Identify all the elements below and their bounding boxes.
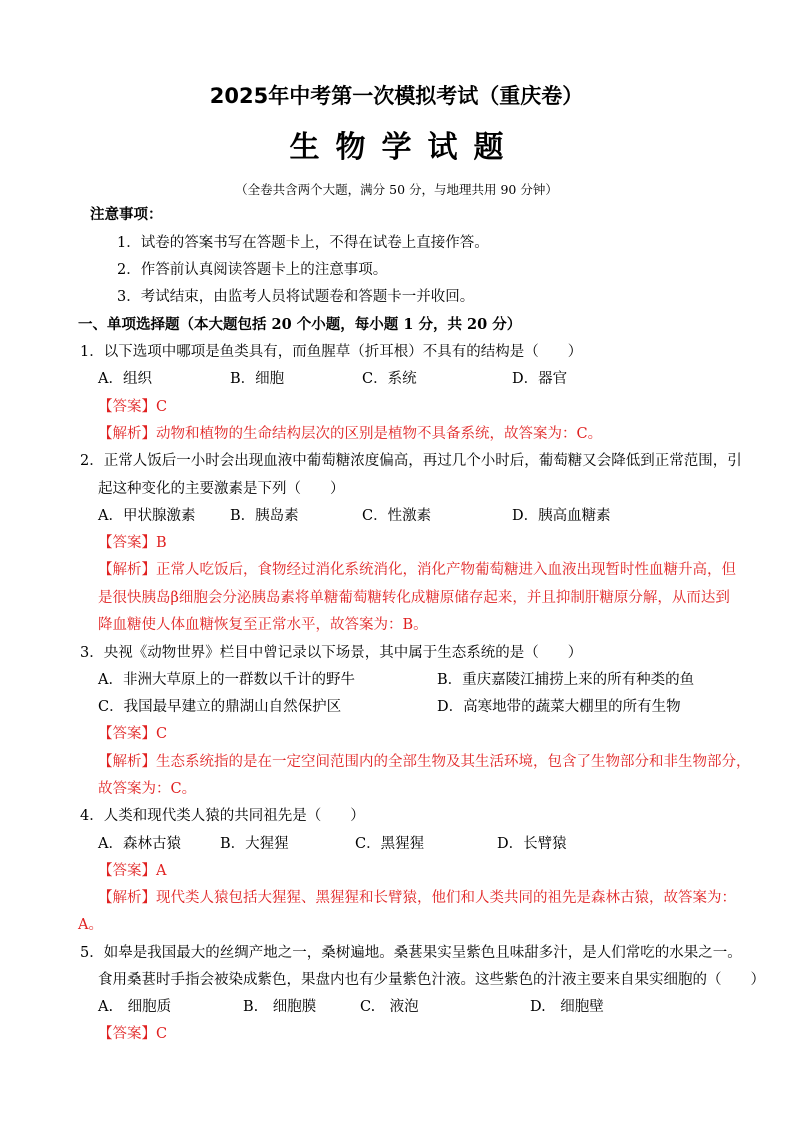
option-c: C．黑猩猩	[355, 836, 425, 852]
explanation-line	[98, 752, 751, 772]
option-c: C. 液泡	[360, 999, 419, 1015]
option-c: C．我国最早建立的鼎湖山自然保护区	[98, 699, 342, 715]
option-d: D．长臂猿	[497, 836, 567, 852]
explanation-label: 【解析】	[98, 890, 156, 906]
explanation-text: 降血糖使人体血糖恢复至正常水平，故答案为：B。	[98, 617, 428, 633]
option-a: A．非洲大草原上的一群数以千计的野牛	[98, 672, 355, 688]
exam-title: 2025年中考第一次模拟考试（重庆卷）	[209, 84, 584, 108]
explanation-text: 生态系统指的是在一定空间范围内的全部生物及其生活环境，包含了生物部分和非生物部分，	[156, 754, 751, 770]
option-d: D. 细胞壁	[530, 999, 604, 1015]
question-stem: 5．如皋是我国最大的丝绸产地之一，桑树遍地。桑葚果实呈紫色且味甜多汁，是人们常吃的水果之一。	[80, 945, 742, 961]
answer-value: B	[156, 535, 167, 551]
option-b: B．重庆嘉陵江捕捞上来的所有种类的鱼	[437, 672, 695, 688]
option-b: B．胰岛素	[230, 508, 299, 524]
explanation-label: 【解析】	[98, 562, 156, 578]
answer-line	[98, 861, 166, 881]
answer-label: 【答案】	[98, 1026, 156, 1042]
answer-value: C	[156, 399, 168, 415]
option-a: A. 细胞质	[98, 999, 172, 1015]
explanation-text: 故答案为：C。	[98, 781, 197, 797]
answer-value: C	[156, 726, 168, 742]
subject-title: 生物学试题	[289, 130, 520, 165]
answer-line	[98, 397, 167, 417]
question-stem: 食用桑葚时手指会被染成紫色，果盘内也有少量紫色汁液。这些紫色的汁液主要来自果实细胞的（ ）	[98, 972, 765, 988]
answer-line	[98, 724, 167, 744]
explanation-text: 现代类人猿包括大猩猩、黑猩猩和长臂猿，他们和人类共同的祖先是森林古猿，故答案为：	[156, 890, 736, 906]
option-c: C．性激素	[362, 508, 432, 524]
answer-label: 【答案】	[98, 535, 156, 551]
answer-line	[98, 533, 167, 553]
answer-value: A	[156, 863, 167, 879]
option-b: B. 细胞膜	[243, 999, 317, 1015]
question-stem: 1．以下选项中哪项是鱼类具有，而鱼腥草（折耳根）不具有的结构是（ ）	[80, 344, 583, 360]
question-stem: 2．正常人饭后一小时会出现血液中葡萄糖浓度偏高，再过几个小时后，葡萄糖又会降低到正常范围，引	[80, 453, 742, 469]
notice-item: 2．作答前认真阅读答题卡上的注意事项。	[117, 262, 388, 278]
option-d: D．器官	[512, 371, 568, 387]
notice-item: 3．考试结束，由监考人员将试题卷和答题卡一并收回。	[117, 289, 475, 305]
explanation-label: 【解析】	[98, 754, 156, 770]
explanation-line	[98, 424, 602, 444]
option-a: A．森林古猿	[98, 836, 181, 852]
option-d: D．高寒地带的蔬菜大棚里的所有生物	[437, 699, 681, 715]
answer-line	[98, 1024, 167, 1044]
option-a: A．组织	[98, 371, 152, 387]
option-a: A．甲状腺激素	[98, 508, 196, 524]
explanation-line	[98, 888, 736, 908]
option-c: C．系统	[362, 371, 417, 387]
question-stem: 4．人类和现代类人猿的共同祖先是（ ）	[80, 808, 365, 824]
explanation-text: 是很快胰岛β细胞会分泌胰岛素将单糖葡萄糖转化成糖原储存起来，并且抑制肝糖原分解，从而达到	[98, 590, 730, 606]
notice-item: 1．试卷的答案书写在答题卡上，不得在试卷上直接作答。	[117, 235, 489, 251]
explanation-text: 正常人吃饭后，食物经过消化系统消化，消化产物葡萄糖进入血液出现暂时性血糖升高，但	[156, 562, 736, 578]
answer-value: C	[156, 1026, 168, 1042]
answer-label: 【答案】	[98, 399, 156, 415]
question-stem: 3．央视《动物世界》栏目中曾记录以下场景，其中属于生态系统的是（ ）	[80, 645, 583, 661]
notice-heading: 注意事项：	[90, 206, 163, 223]
answer-label: 【答案】	[98, 726, 156, 742]
explanation-line	[98, 560, 736, 580]
question-stem: 起这种变化的主要激素是下列（ ）	[98, 481, 345, 497]
section-heading: 一、单项选择题（本大题包括 20 个小题，每小题 1 分，共 20 分）	[78, 316, 522, 333]
explanation-label: 【解析】	[98, 426, 156, 442]
exam-subtitle: （全卷共含两个大题，满分 50 分，与地理共用 90 分钟）	[235, 182, 558, 197]
explanation-text: A。	[78, 917, 103, 933]
option-d: D．胰高血糖素	[512, 508, 611, 524]
option-b: B．大猩猩	[220, 836, 289, 852]
answer-label: 【答案】	[98, 863, 156, 879]
explanation-text: 动物和植物的生命结构层次的区别是植物不具备系统，故答案为：C。	[156, 426, 603, 442]
option-b: B．细胞	[230, 371, 285, 387]
